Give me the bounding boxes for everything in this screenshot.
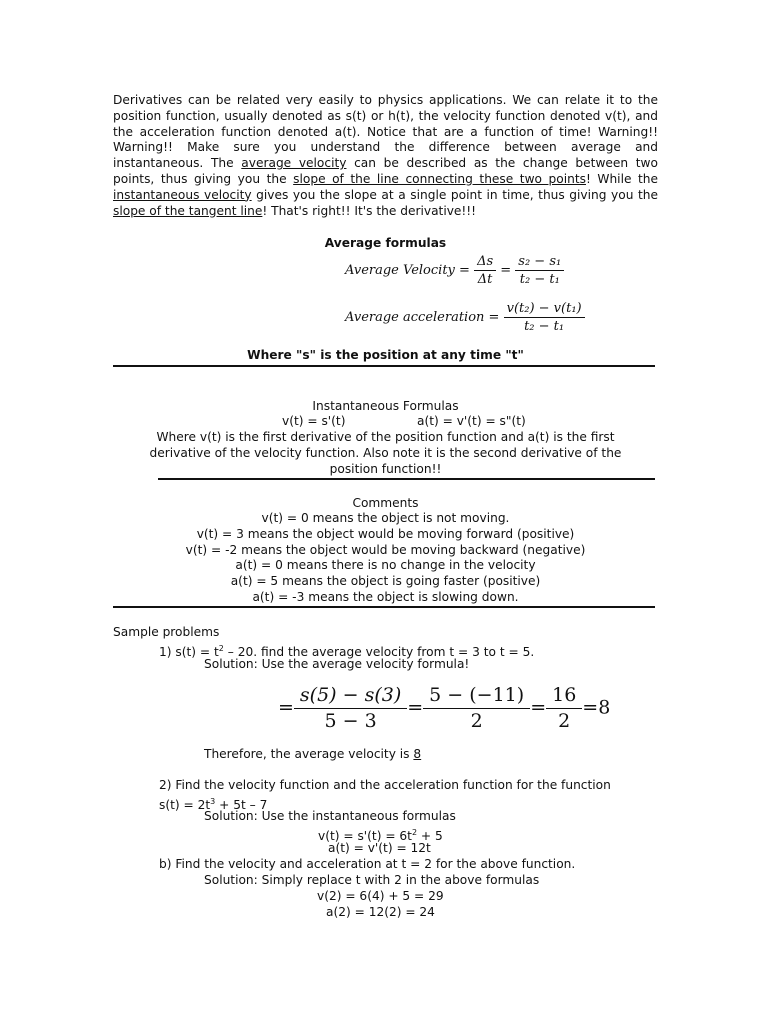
delta-fraction <box>474 253 496 288</box>
explanation-line-3: position function!! <box>329 461 442 476</box>
t-difference: t₂ − t₁ <box>519 272 560 287</box>
average-velocity-formula: Average Velocity = $\frac{\Delta s}{\Delta t}$ = $\frac{\text{s₂ − s₁}}{\text{t₂ − t₁}}$ <box>345 253 564 288</box>
t-difference-2: t₂ − t₁ <box>524 319 565 334</box>
fraction-2-numerator: 5 − (−11) <box>423 683 530 709</box>
problem-1-solution: Solution: Use the average velocity formula! <box>204 657 470 671</box>
explanation-line-2: derivative of the velocity function. Also note it is the second derivative of the <box>149 445 622 460</box>
function-text-b: + 5t – 7 <box>215 798 268 813</box>
comments-heading: Comments <box>352 496 419 510</box>
term-instantaneous-velocity: instantaneous velocity <box>113 187 252 202</box>
average-acceleration-label: Average acceleration <box>345 310 485 325</box>
comment-item: v(t) = 0 means the object is not moving. <box>261 511 510 525</box>
problem-2-statement: 2) Find the velocity function and the acceleration function for the function <box>159 778 611 792</box>
term-slope-secant: slope of the line connecting these two points <box>293 171 586 186</box>
fraction-1-numerator: s(5) − s(3) <box>294 683 407 709</box>
comment-item: a(t) = 5 means the object is going faster (positive) <box>230 574 541 589</box>
velocity-result-exponent: 2 <box>411 828 418 837</box>
fraction-2-denominator: 2 <box>470 710 483 732</box>
divider-2 <box>158 478 655 480</box>
average-acceleration-formula: Average acceleration = $\frac{\text{v(t₂) − v(t₁)}}{\text{t₂ − t₁}}$ <box>345 300 585 335</box>
velocity-derivative-formula: v(t) = s'(t) <box>282 414 346 428</box>
fraction-1-denominator: 5 − 3 <box>324 710 377 732</box>
computation-fraction-1 <box>294 683 407 734</box>
comment-item: a(t) = -3 means the object is slowing down. <box>252 589 519 604</box>
fraction-3-numerator: 16 <box>546 683 582 709</box>
term-average-velocity: average velocity <box>241 156 347 171</box>
sample-problems-heading: Sample problems <box>113 625 220 639</box>
intro-text-4: gives you the slope at a single point in time, thus giving you the <box>251 187 658 202</box>
velocity-at-2: v(2) = 6(4) + 5 = 29 <box>317 889 444 903</box>
average-velocity-computation: = $\frac{s(5) - s(3)}{5 - 3}$ = $\frac{5 - (-11)}{2}$ = $\frac{16}{2}$ =8 <box>278 684 611 732</box>
average-formulas-heading: Average formulas <box>324 236 447 250</box>
intro-text-2: can be described as the change between two points, thus giving you the <box>113 156 658 186</box>
function-exponent: 3 <box>210 797 216 806</box>
comment-item: v(t) = -2 means the object would be moving backward (negative) <box>185 542 586 557</box>
velocity-result-a: v(t) = s'(t) = 6t <box>318 829 412 844</box>
computation-fraction-3 <box>546 683 582 734</box>
computation-result: 8 <box>598 696 611 719</box>
v-difference: v(t₂) − v(t₁) <box>504 300 585 318</box>
intro-text-5: ! That's right!! It's the derivative!!! <box>262 203 477 218</box>
explanation-line-1: Where v(t) is the first derivative of the position function and a(t) is the first <box>156 430 615 444</box>
intro-paragraph <box>113 93 658 219</box>
problem-2b-solution: Solution: Simply replace t with 2 in the above formulas <box>204 873 540 887</box>
velocity-result-b: + 5 <box>417 829 443 844</box>
term-slope-tangent: slope of the tangent line <box>113 203 263 218</box>
average-velocity-label: Average Velocity <box>345 263 455 278</box>
comment-item: v(t) = 3 means the object would be moving forward (positive) <box>196 526 575 541</box>
function-text-a: s(t) = 2t <box>159 798 211 813</box>
answer-text: Therefore, the average velocity is <box>204 747 414 761</box>
delta-t: Δt <box>477 272 493 287</box>
acceleration-derivative-formula: a(t) = v'(t) = s"(t) <box>417 414 526 428</box>
intro-text-3: ! While the <box>585 171 658 186</box>
acceleration-function-result: a(t) = v'(t) = 12t <box>328 841 431 855</box>
divider-3 <box>113 606 655 608</box>
problem-1-answer-line <box>204 747 421 763</box>
computation-fraction-2 <box>423 683 530 734</box>
position-note: Where "s" is the position at any time "t" <box>247 348 524 362</box>
s-difference: s₂ − s₁ <box>515 253 564 271</box>
problem-1-text-a: 1) s(t) = t <box>159 645 219 660</box>
delta-s: Δs <box>474 253 496 271</box>
acceleration-at-2: a(2) = 12(2) = 24 <box>326 905 435 919</box>
difference-fraction <box>515 253 564 288</box>
problem-1-exponent: 2 <box>218 644 224 653</box>
divider-1 <box>113 365 655 367</box>
comments-list <box>113 511 658 606</box>
fraction-3-denominator: 2 <box>558 710 571 732</box>
problem-2-solution: Solution: Use the instantaneous formulas <box>204 809 456 823</box>
answer-value: 8 <box>413 747 422 761</box>
intro-text-1: Derivatives can be related very easily to physics applications. We can relate it to the position function, usually denoted as s(t) or h(t), the velocity function denoted v(t), and the acceleration function denoted a(t). Notice that are a function of time! Warning!! Warning!! Make sure you understand the difference between average and instantaneous. The <box>113 93 658 171</box>
acceleration-fraction <box>504 300 585 335</box>
problem-2b-statement: b) Find the velocity and acceleration at t = 2 for the above function. <box>159 857 576 871</box>
instantaneous-explanation <box>113 430 658 477</box>
problem-1-text-b: – 20. find the average velocity from t = 3 to t = 5. <box>223 645 535 660</box>
comment-item: a(t) = 0 means there is no change in the velocity <box>235 558 536 573</box>
instantaneous-heading: Instantaneous Formulas <box>312 399 459 413</box>
